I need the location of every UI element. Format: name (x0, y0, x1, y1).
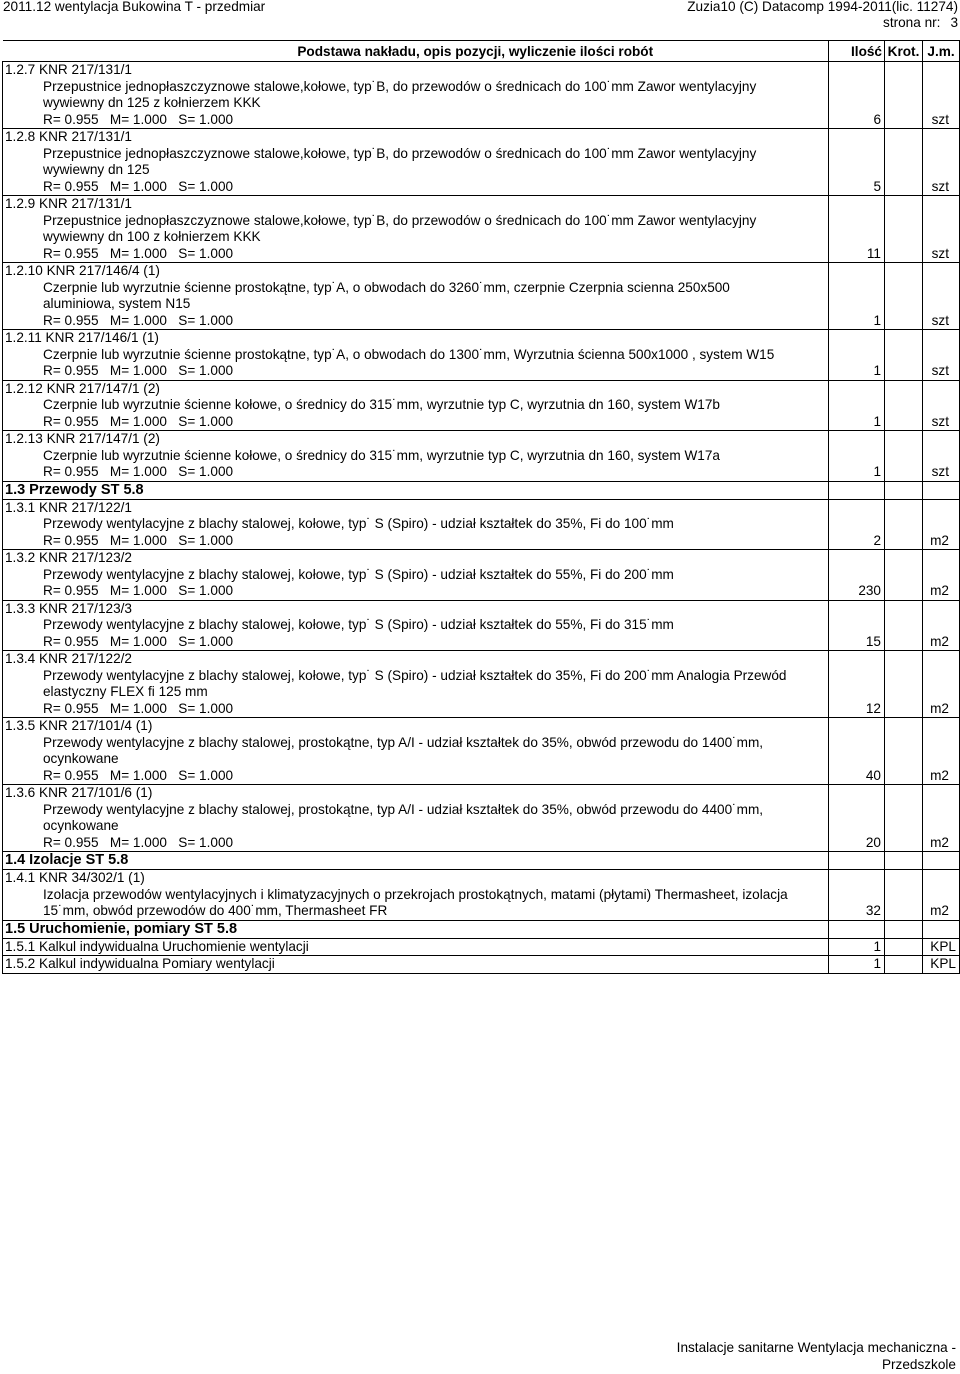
item-text: Przewody wentylacyjne z blachy stalowej, prostokątne, typ A/I - udział kształtek do 35%, obwód przewodu do 4400˙mm, ocynkowane (43, 801, 764, 833)
table-row (3, 431, 960, 482)
item-code: 1.2.12 KNR 217/147/1 (2) (5, 380, 160, 396)
section-row (3, 852, 960, 870)
table-row (3, 785, 960, 852)
item-calc: R= 0.955 M= 1.000 S= 1.000 (43, 312, 234, 328)
section-row (3, 481, 960, 499)
item-code: 1.3.4 KNR 217/122/2 (5, 651, 132, 666)
section-title: 1.5 Uruchomienie, pomiary ST 5.8 (3, 920, 829, 938)
footer-line-2: Przedszkole (881, 1357, 956, 1372)
item-quantity: 12 (829, 651, 885, 718)
column-header-quantity: Ilość (829, 41, 885, 62)
item-krot (885, 718, 923, 785)
item-quantity: 1 (829, 956, 885, 974)
item-unit: m2 (923, 785, 960, 852)
item-krot (885, 499, 923, 550)
item-quantity: 1 (829, 263, 885, 330)
item-unit: m2 (923, 718, 960, 785)
table-header-row (3, 41, 960, 62)
item-unit: szt (923, 62, 960, 129)
item-description (3, 651, 829, 718)
page-footer (677, 1339, 956, 1373)
table-row (3, 651, 960, 718)
item-krot (885, 600, 923, 651)
item-krot (885, 651, 923, 718)
item-unit: m2 (923, 600, 960, 651)
section-unit-cell (923, 481, 960, 499)
item-krot (885, 785, 923, 852)
table-row (3, 263, 960, 330)
item-description (3, 196, 829, 263)
item-text: Czerpnie lub wyrzutnie ścienne prostokątne, typ˙A, o obwodach do 1300˙mm, Wyrzutnia ścienna 500x1000 , system W15 (43, 346, 775, 362)
item-krot (885, 956, 923, 974)
item-code: 1.3.6 KNR 217/101/6 (1) (5, 785, 153, 800)
item-unit: KPL (923, 956, 960, 974)
section-qty-cell (829, 481, 885, 499)
item-krot (885, 330, 923, 381)
section-krot-cell (885, 852, 923, 870)
item-code: 1.2.9 KNR 217/131/1 (5, 196, 132, 211)
table-row (3, 196, 960, 263)
page-label: strona nr: (883, 15, 941, 30)
item-calc: R= 0.955 M= 1.000 S= 1.000 (43, 700, 234, 716)
item-calc: R= 0.955 M= 1.000 S= 1.000 (43, 245, 234, 261)
item-text: Izolacja przewodów wentylacyjnych i klimatyzacyjnych o przekrojach prostokątnych, matami (płytami) Thermasheet, izolacja 15˙mm, obwód przewodów do 400˙mm, Thermasheet FR (43, 886, 788, 918)
item-unit: KPL (923, 938, 960, 956)
table-row (3, 550, 960, 601)
item-krot (885, 550, 923, 601)
table-row (3, 380, 960, 431)
section-qty-cell (829, 920, 885, 938)
item-description (3, 870, 829, 921)
item-code: 1.5.1 Kalkul indywidualna Uruchomienie wentylacji (3, 938, 829, 956)
item-quantity: 6 (829, 62, 885, 129)
column-header-krot: Krot. (885, 41, 923, 62)
section-krot-cell (885, 481, 923, 499)
document-title: 2011.12 wentylacja Bukowina T - przedmiar (3, 0, 266, 14)
item-quantity: 5 (829, 129, 885, 196)
item-krot (885, 196, 923, 263)
item-code: 1.3.5 KNR 217/101/4 (1) (5, 718, 153, 733)
item-text: Przewody wentylacyjne z blachy stalowej, kołowe, typ˙ S (Spiro) - udział kształtek do 55%, Fi do 200˙mm (43, 566, 674, 582)
estimate-table (2, 40, 960, 974)
item-quantity: 2 (829, 499, 885, 550)
section-qty-cell (829, 852, 885, 870)
item-krot (885, 263, 923, 330)
page-number-line (883, 15, 958, 30)
item-unit: szt (923, 129, 960, 196)
item-text: Przewody wentylacyjne z blachy stalowej, prostokątne, typ A/I - udział kształtek do 35%, obwód przewodu do 1400˙mm, ocynkowane (43, 734, 764, 766)
table-row (3, 870, 960, 921)
item-text: Przepustnice jednopłaszczyznowe stalowe,kołowe, typ˙B, do przewodów o średnicach do 100˙mm Zawor wentylacyjny wywiewny dn 100 z kołnierzem KKK (43, 212, 757, 244)
item-quantity: 1 (829, 330, 885, 381)
item-quantity: 32 (829, 870, 885, 921)
column-header-description: Podstawa nakładu, opis pozycji, wyliczenie ilości robót (3, 41, 829, 62)
item-calc: R= 0.955 M= 1.000 S= 1.000 (43, 767, 234, 783)
item-quantity: 11 (829, 196, 885, 263)
item-unit: m2 (923, 870, 960, 921)
item-calc: R= 0.955 M= 1.000 S= 1.000 (43, 583, 234, 598)
item-text: Czerpnie lub wyrzutnie ścienne kołowe, o średnicy do 315˙mm, wyrzutnie typ C, wyrzutnia dn 160, system W17a (43, 447, 720, 463)
item-quantity: 1 (829, 380, 885, 431)
item-calc: R= 0.955 M= 1.000 S= 1.000 (43, 633, 234, 649)
item-unit: szt (923, 196, 960, 263)
item-calc: R= 0.955 M= 1.000 S= 1.000 (43, 413, 234, 429)
item-code: 1.2.10 KNR 217/146/4 (1) (5, 263, 160, 278)
item-krot (885, 129, 923, 196)
item-calc: R= 0.955 M= 1.000 S= 1.000 (43, 178, 234, 194)
item-description (3, 431, 829, 482)
item-calc: R= 0.955 M= 1.000 S= 1.000 (43, 111, 234, 127)
item-description (3, 380, 829, 431)
section-unit-cell (923, 852, 960, 870)
item-code: 1.3.3 KNR 217/123/3 (5, 600, 132, 616)
item-unit: m2 (923, 651, 960, 718)
app-info: Zuzia10 (C) Datacomp 1994-2011(lic. 11274) (687, 0, 958, 14)
table-row (3, 956, 960, 974)
item-text: Czerpnie lub wyrzutnie ścienne kołowe, o średnicy do 315˙mm, wyrzutnie typ C, wyrzutnia dn 160, system W17b (43, 397, 720, 412)
item-text: Przepustnice jednopłaszczyznowe stalowe,kołowe, typ˙B, do przewodów o średnicach do 100˙mm Zawor wentylacyjny wywiewny dn 125 z kołnierzem KKK (43, 78, 757, 110)
item-krot (885, 870, 923, 921)
item-calc: R= 0.955 M= 1.000 S= 1.000 (43, 532, 234, 548)
item-description (3, 330, 829, 381)
item-code: 1.4.1 KNR 34/302/1 (1) (5, 870, 145, 885)
item-description (3, 785, 829, 852)
item-code: 1.2.7 KNR 217/131/1 (5, 62, 132, 77)
item-unit: m2 (923, 499, 960, 550)
item-krot (885, 938, 923, 956)
item-unit: szt (923, 380, 960, 431)
item-description (3, 62, 829, 129)
section-row (3, 920, 960, 938)
item-krot (885, 380, 923, 431)
item-code: 1.3.2 KNR 217/123/2 (5, 550, 132, 565)
item-code: 1.2.11 KNR 217/146/1 (1) (5, 330, 159, 345)
item-unit: szt (923, 263, 960, 330)
section-unit-cell (923, 920, 960, 938)
section-title: 1.3 Przewody ST 5.8 (3, 481, 829, 499)
item-code: 1.3.1 KNR 217/122/1 (5, 499, 132, 515)
item-quantity: 1 (829, 938, 885, 956)
footer-line-1: Instalacje sanitarne Wentylacja mechaniczna - (676, 1340, 956, 1355)
item-quantity: 1 (829, 431, 885, 482)
item-text: Przepustnice jednopłaszczyznowe stalowe,kołowe, typ˙B, do przewodów o średnicach do 100˙mm Zawor wentylacyjny wywiewny dn 125 (43, 145, 757, 177)
item-quantity: 40 (829, 718, 885, 785)
table-row (3, 600, 960, 651)
item-description (3, 263, 829, 330)
item-quantity: 20 (829, 785, 885, 852)
item-text: Czerpnie lub wyrzutnie ścienne prostokątne, typ˙A, o obwodach do 3260˙mm, czerpnie Czerpnia scienna 250x500 aluminiowa, system N15 (43, 279, 730, 311)
section-title: 1.4 Izolacje ST 5.8 (3, 852, 829, 870)
item-calc: R= 0.955 M= 1.000 S= 1.000 (43, 834, 234, 850)
table-row (3, 938, 960, 956)
page-header (0, 0, 960, 30)
item-text: Przewody wentylacyjne z blachy stalowej, kołowe, typ˙ S (Spiro) - udział kształtek do 35%, Fi do 200˙mm Analogia Przewód elastyczny FLEX fi 125 mm (43, 667, 787, 699)
table-row (3, 718, 960, 785)
table-row (3, 129, 960, 196)
item-quantity: 15 (829, 600, 885, 651)
table-row (3, 330, 960, 381)
item-krot (885, 431, 923, 482)
item-calc: R= 0.955 M= 1.000 S= 1.000 (43, 363, 234, 378)
item-text: Przewody wentylacyjne z blachy stalowej, kołowe, typ˙ S (Spiro) - udział kształtek do 55%, Fi do 315˙mm (43, 617, 674, 632)
item-unit: szt (923, 431, 960, 482)
item-description (3, 129, 829, 196)
item-unit: szt (923, 330, 960, 381)
item-code: 1.2.13 KNR 217/147/1 (2) (5, 431, 160, 446)
item-description (3, 718, 829, 785)
item-description (3, 499, 829, 550)
item-krot (885, 62, 923, 129)
page-number: 3 (950, 15, 958, 30)
item-text: Przewody wentylacyjne z blachy stalowej, kołowe, typ˙ S (Spiro) - udział kształtek do 35%, Fi do 100˙mm (43, 516, 674, 531)
column-header-unit: J.m. (923, 41, 960, 62)
item-calc: R= 0.955 M= 1.000 S= 1.000 (43, 464, 234, 479)
item-code: 1.2.8 KNR 217/131/1 (5, 129, 132, 144)
section-krot-cell (885, 920, 923, 938)
item-unit: m2 (923, 550, 960, 601)
table-row (3, 62, 960, 129)
item-quantity: 230 (829, 550, 885, 601)
item-description (3, 600, 829, 651)
item-description (3, 550, 829, 601)
item-code: 1.5.2 Kalkul indywidualna Pomiary wentylacji (3, 956, 829, 974)
table-row (3, 499, 960, 550)
